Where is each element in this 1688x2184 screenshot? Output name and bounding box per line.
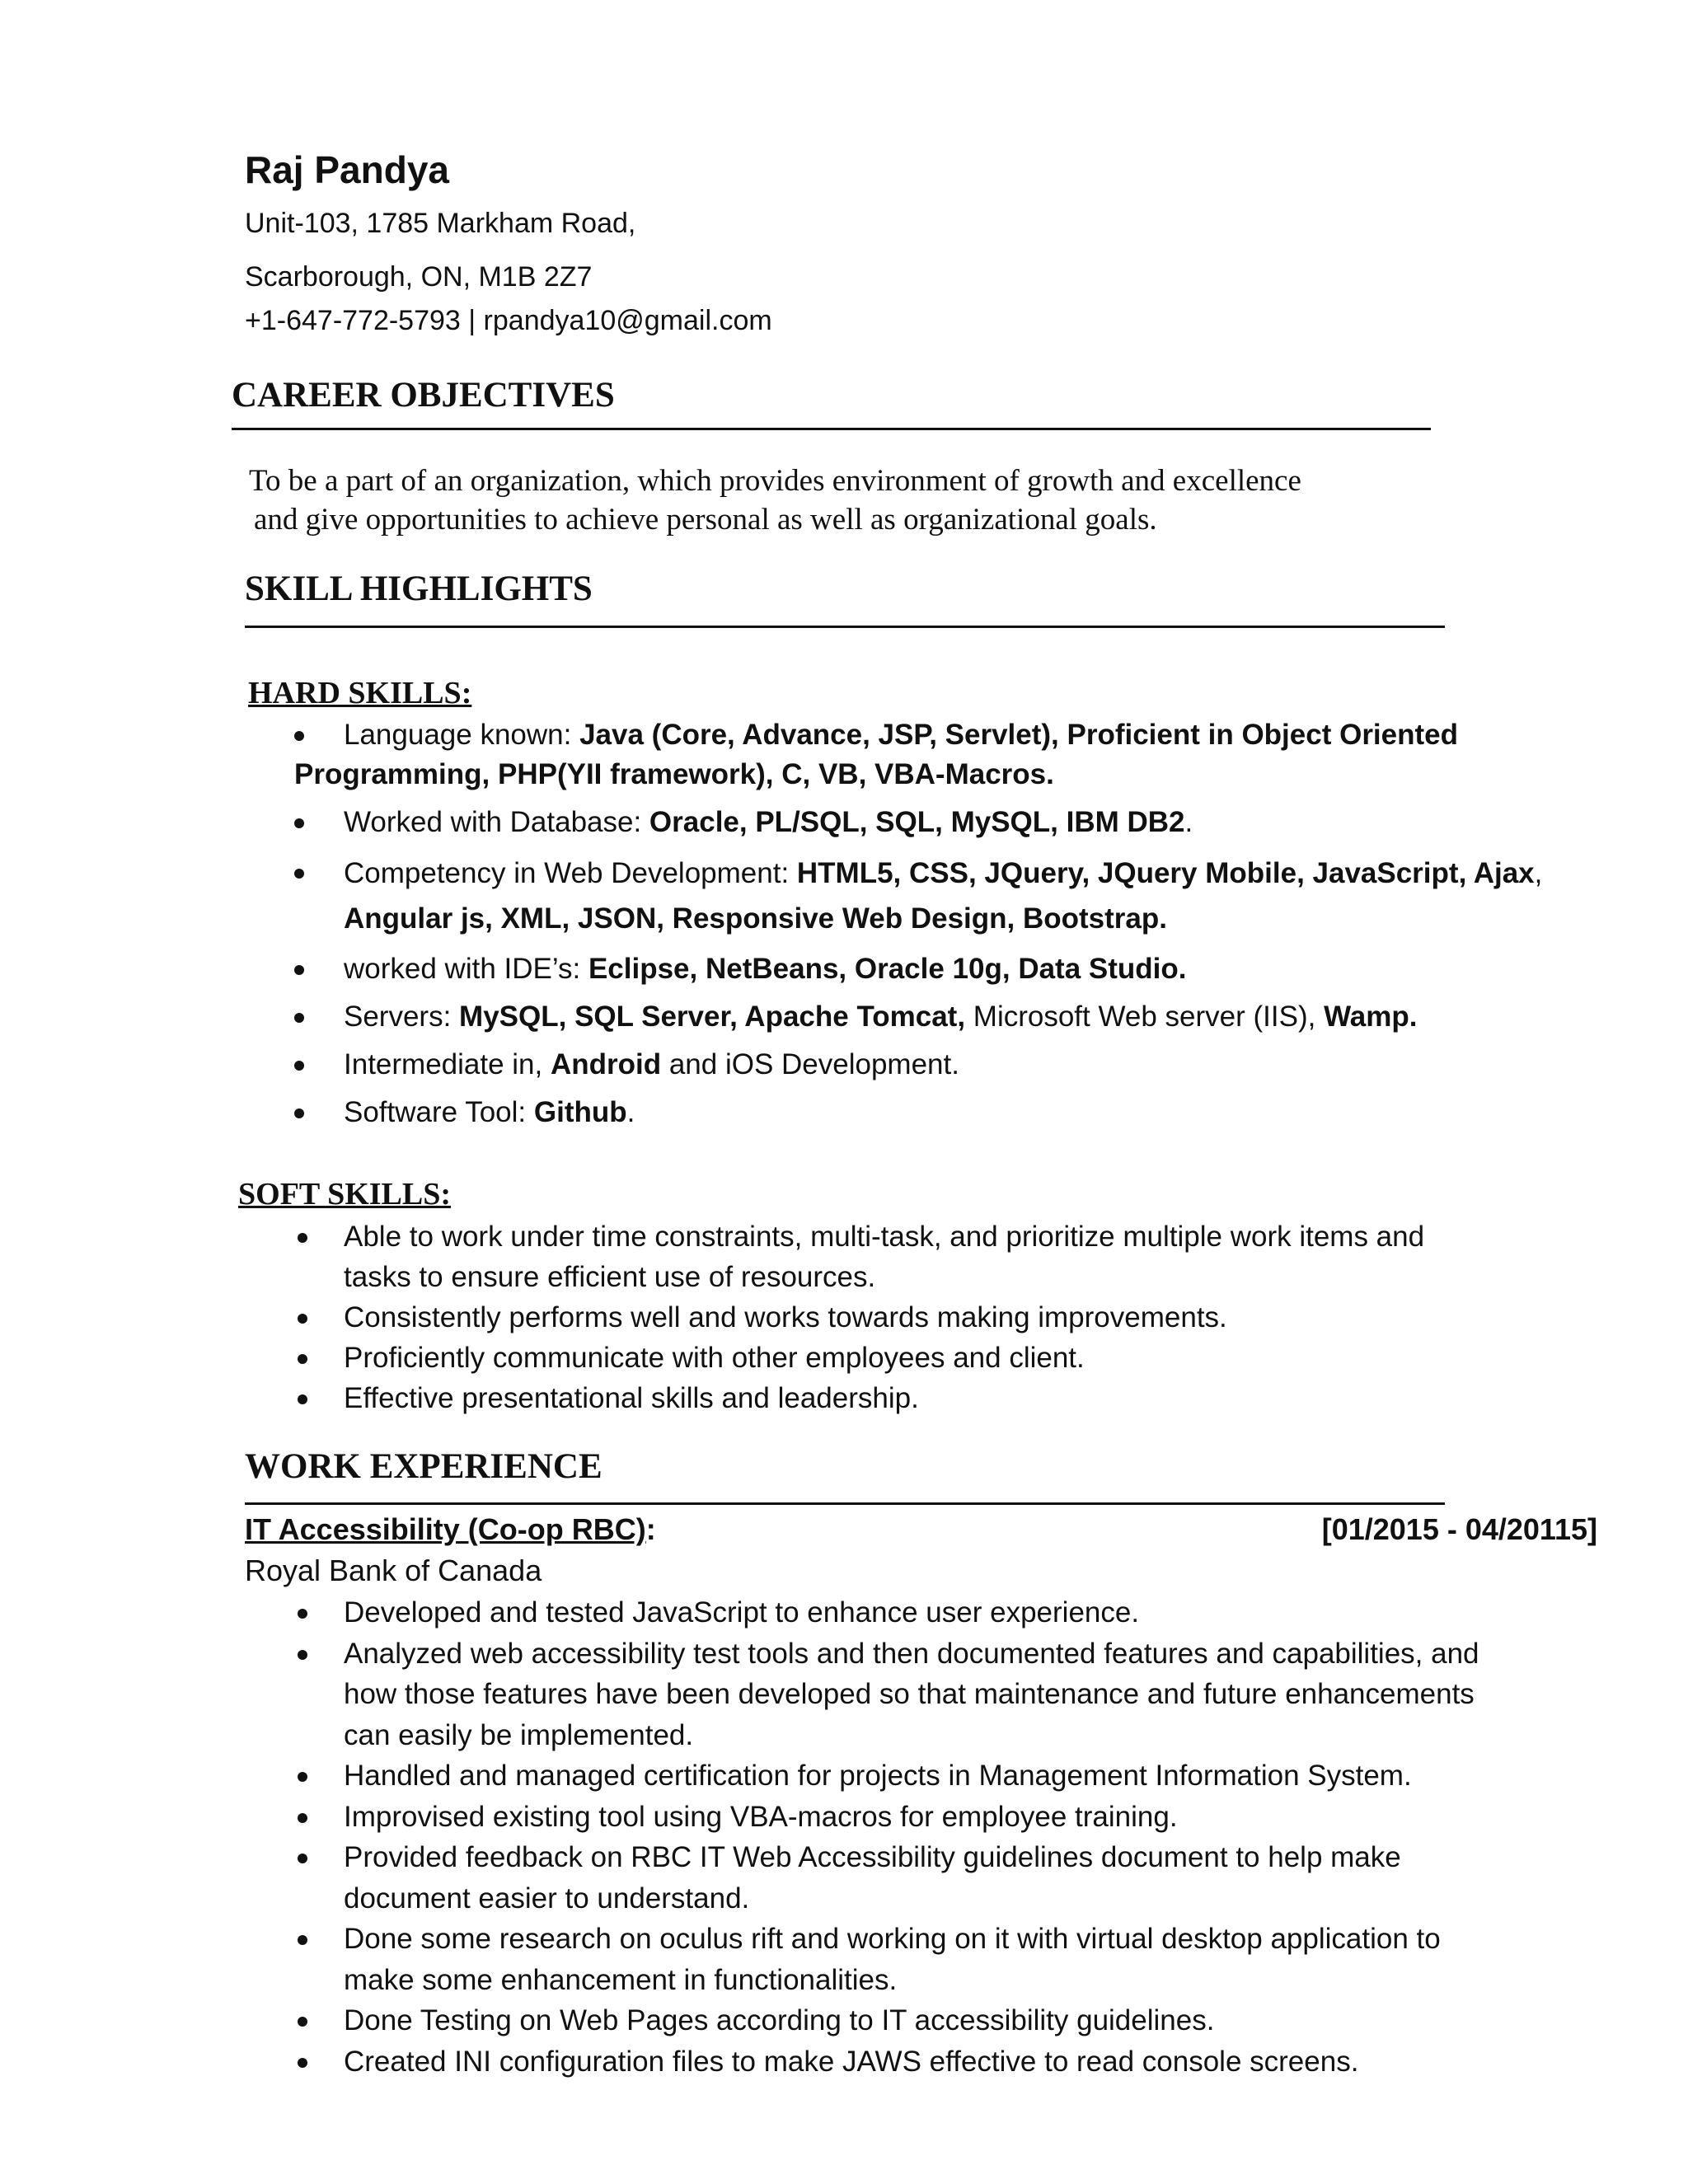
bullet-icon	[298, 1772, 307, 1782]
skill-value: Android	[550, 1048, 662, 1080]
bullet-icon	[294, 869, 304, 879]
skill-label: worked with IDE’s:	[344, 953, 588, 985]
duty-text: Done some research on oculus rift and working on it with virtual desktop application to make some enhancement in functionalities.	[344, 1923, 1441, 1996]
list-item	[294, 1093, 1580, 1132]
duty-text: Created INI configuration files to make JAWS effective to read console screens.	[344, 2045, 1359, 2078]
list-item	[294, 1216, 1498, 1297]
job-title	[245, 1510, 656, 1549]
list-item	[294, 1338, 1498, 1378]
soft-skill-text: Proficiently communicate with other employees and client.	[344, 1342, 1085, 1374]
skill-label: Servers:	[344, 1001, 460, 1033]
skill-value: HTML5, CSS, JQuery, JQuery Mobile, JavaScript, Ajax	[796, 857, 1535, 889]
bullet-icon	[294, 1013, 304, 1023]
bullet-icon	[298, 1854, 307, 1863]
duty-text: Provided feedback on RBC IT Web Accessibility guidelines document to help make document easier to understand.	[344, 1841, 1401, 1915]
bullet-icon	[298, 2017, 307, 2027]
contact-line: +1-647-772-5793 | rpandya10@gmail.com	[245, 305, 772, 336]
bullet-icon	[298, 1609, 307, 1619]
duty-text: Handled and managed certification for projects in Management Information System.	[344, 1760, 1412, 1792]
list-item	[294, 1045, 1580, 1085]
list-item	[294, 1378, 1498, 1418]
candidate-name: Raj Pandya	[245, 148, 449, 191]
skill-value: Eclipse, NetBeans, Oracle 10g, Data Studio.	[588, 953, 1187, 985]
work-duties-list	[294, 1592, 1498, 2082]
hard-skills-heading: HARD SKILLS:	[248, 676, 472, 710]
career-objective-line-1: To be a part of an organization, which provides environment of growth and excellence	[249, 464, 1301, 498]
list-item	[294, 1592, 1498, 1633]
list-item	[294, 949, 1580, 989]
list-item	[294, 2041, 1498, 2083]
skill-value: Java (Core, Advance, JSP, Servlet), Proficient in Object Oriented Programming, PHP(YII framework), C, VB, VBA-Macros.	[294, 719, 1459, 790]
duty-text: Improvised existing tool using VBA-macros for employee training.	[344, 1800, 1178, 1833]
bullet-icon	[298, 1354, 307, 1364]
duty-text: Analyzed web accessibility test tools and then documented features and capabilities, and how those features have been developed so that maintenance and future enhancements can easily be implemented.	[344, 1637, 1479, 1751]
list-item	[294, 1297, 1498, 1338]
job-dates: [01/2015 - 04/20115]	[1321, 1512, 1597, 1546]
bullet-icon	[298, 1394, 307, 1404]
job-title-suffix: :	[645, 1512, 656, 1546]
list-item	[294, 715, 1580, 794]
address-line-1: Unit-103, 1785 Markham Road,	[245, 208, 636, 239]
bullet-icon	[294, 1061, 304, 1071]
skill-label: Intermediate in,	[344, 1048, 551, 1080]
skills-divider	[245, 626, 1445, 628]
bullet-icon	[298, 2058, 307, 2068]
list-item	[294, 1837, 1498, 1919]
skill-value-2: Wamp.	[1324, 1001, 1418, 1033]
skill-value-2: Angular js, XML, JSON, Responsive Web Design, Bootstrap.	[344, 902, 1167, 935]
skill-suffix: Microsoft Web server (IIS),	[965, 1001, 1325, 1033]
soft-skills-list	[294, 1216, 1498, 1418]
soft-skills-heading: SOFT SKILLS:	[238, 1177, 452, 1212]
list-item	[294, 851, 1580, 941]
list-item	[294, 1797, 1498, 1838]
duty-text: Done Testing on Web Pages according to IT accessibility guidelines.	[344, 2004, 1215, 2036]
skill-suffix: ,	[1534, 857, 1543, 889]
skill-value: Github	[533, 1096, 627, 1128]
skill-suffix: .	[1184, 806, 1193, 838]
bullet-icon	[294, 731, 304, 741]
career-objectives-heading: CAREER OBJECTIVES	[232, 376, 615, 415]
bullet-icon	[298, 1935, 307, 1945]
bullet-icon	[298, 1813, 307, 1823]
work-divider	[245, 1502, 1445, 1505]
list-item	[294, 2000, 1498, 2041]
job-title-text: IT Accessibility (Co-op RBC)	[245, 1512, 646, 1546]
soft-skill-text: Able to work under time constraints, multi-task, and prioritize multiple work items and tasks to ensure efficient use of resources.	[344, 1221, 1425, 1293]
bullet-icon	[294, 1108, 304, 1118]
career-objective-text	[249, 462, 1461, 539]
bullet-icon	[298, 1314, 307, 1324]
bullet-icon	[298, 1233, 307, 1243]
skill-value: MySQL, SQL Server, Apache Tomcat,	[459, 1001, 966, 1033]
skill-label: Language known:	[344, 719, 580, 751]
skill-value: Oracle, PL/SQL, SQL, MySQL, IBM DB2	[649, 806, 1185, 838]
list-item	[294, 997, 1580, 1037]
soft-skill-text: Effective presentational skills and leadership.	[344, 1382, 919, 1414]
list-item	[294, 1919, 1498, 2000]
list-item	[294, 1755, 1498, 1797]
skill-label: Software Tool:	[344, 1096, 534, 1128]
hard-skills-list	[294, 715, 1580, 1141]
list-item	[294, 803, 1580, 842]
work-experience-heading: WORK EXPERIENCE	[245, 1447, 603, 1486]
duty-text: Developed and tested JavaScript to enhance user experience.	[344, 1596, 1140, 1629]
bullet-icon	[294, 965, 304, 975]
skill-label: Competency in Web Development:	[344, 857, 797, 889]
bullet-icon	[298, 1650, 307, 1660]
bullet-icon	[294, 818, 304, 828]
skill-suffix: .	[626, 1096, 635, 1128]
skill-highlights-heading: SKILL HIGHLIGHTS	[245, 569, 593, 608]
career-divider	[232, 428, 1431, 430]
skill-label: Worked with Database:	[344, 806, 649, 838]
skill-suffix: and iOS Development.	[661, 1048, 959, 1080]
soft-skill-text: Consistently performs well and works towards making improvements.	[344, 1301, 1227, 1333]
company-name: Royal Bank of Canada	[245, 1554, 542, 1587]
list-item	[294, 1633, 1498, 1756]
career-objective-line-2: and give opportunities to achieve personal as well as organizational goals.	[254, 503, 1157, 537]
address-line-2: Scarborough, ON, M1B 2Z7	[245, 261, 593, 293]
